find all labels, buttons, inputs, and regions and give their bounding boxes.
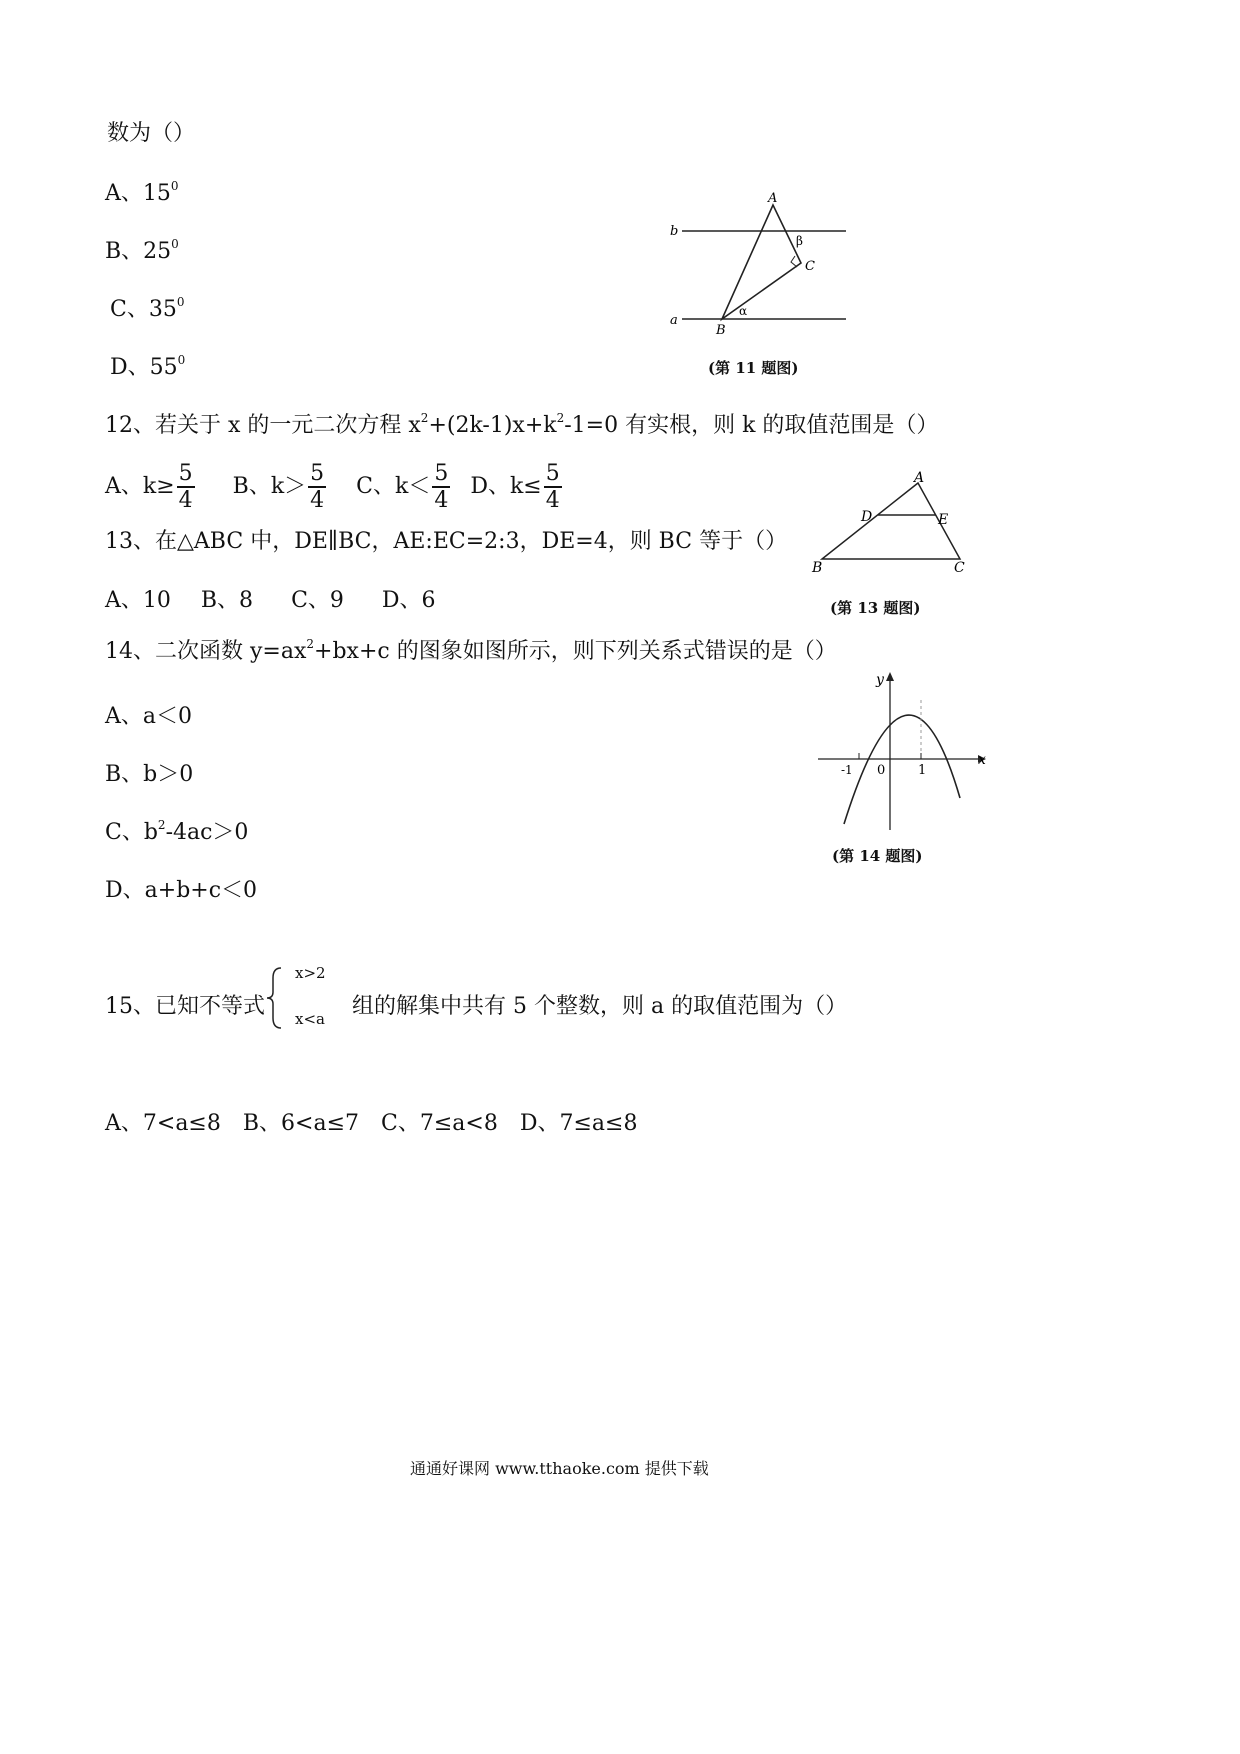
q13-option-c: C、9: [291, 588, 344, 613]
q11-option-c: C、$35^0$: [110, 294, 185, 322]
q11-option-a: A、$15^0$: [105, 178, 179, 206]
q13-option-b: B、8: [200, 588, 254, 613]
label-C: C: [954, 560, 965, 576]
q12-option-c: C、k＜ $\frac{5}{4}$: [356, 461, 449, 513]
parabola-curve: [844, 715, 960, 824]
q14-option-a: A、a＜0: [105, 704, 193, 729]
label-A: A: [768, 191, 778, 206]
label-B: B: [716, 323, 726, 338]
y-axis-arrow: [886, 672, 894, 681]
system-brace: [265, 966, 287, 1030]
q12-stem: 12、若关于 x 的一元二次方程 $x^2+(2k-1)x+k^2-1=0$ 有实根，则 k 的取值范围是（）: [105, 410, 939, 438]
q11-figure: [660, 185, 860, 345]
q13-option-a: A、10: [105, 588, 171, 613]
q13-figure: [810, 470, 985, 580]
q15-option-c: C、7≤a<8: [381, 1111, 498, 1136]
label-a: a: [670, 313, 678, 328]
system-line-2: x<a: [295, 1010, 325, 1028]
label-B: B: [812, 560, 823, 576]
label-one: 1: [918, 763, 927, 778]
q12-option-a: A、k≥ $\frac{5}{4}$: [105, 461, 193, 513]
label-neg1: -1: [841, 763, 853, 777]
q13-stem: 13、在△ABC 中，DE∥BC，AE:EC=2:3，DE=4，则 BC 等于（）: [105, 529, 788, 554]
q14-stem: 14、二次函数 $y=ax^2+bx+c$ 的图象如图所示，则下列关系式错误的是（）: [105, 636, 837, 664]
label-E: E: [938, 512, 949, 528]
footer-text: 通通好课网 www.tthaoke.com 提供下载: [410, 1459, 709, 1478]
q14-option-d: D、a+b+c＜0: [105, 878, 258, 903]
system-line-1: x>2: [295, 964, 326, 982]
q15-options: [105, 1110, 675, 1138]
q11-option-b: B、$25^0$: [105, 236, 179, 264]
header-continuation: 数为（）: [107, 121, 196, 146]
label-D: D: [861, 509, 873, 525]
label-alpha: α: [739, 304, 748, 318]
label-zero: 0: [877, 763, 886, 778]
q14-caption: (第 14 题图): [832, 847, 923, 865]
q15-suffix: 组的解集中共有 5 个整数，则 a 的取值范围为（）: [352, 994, 848, 1019]
label-C: C: [805, 259, 815, 274]
q13-option-d: D、6: [381, 588, 436, 613]
q12-option-d: D、k≤ $\frac{5}{4}$: [470, 461, 560, 513]
triangle-abc: [722, 205, 801, 319]
label-y: y: [876, 672, 884, 688]
q12-option-b: B、k＞ $\frac{5}{4}$: [232, 461, 325, 513]
q11-caption: (第 11 题图): [708, 359, 799, 377]
q15-option-b: B、6<a≤7: [242, 1111, 360, 1136]
q11-option-d: D、$55^0$: [110, 352, 186, 380]
q14-option-c: C、$b^2-4ac>0$: [105, 817, 249, 845]
q14-figure: [810, 660, 1000, 835]
q12-options: [105, 460, 600, 514]
label-beta: β: [796, 234, 803, 248]
q14-option-b: B、b＞0: [105, 762, 194, 787]
label-A: A: [914, 470, 925, 486]
q15-option-d: D、7≤a≤8: [519, 1111, 638, 1136]
q13-options: [105, 587, 474, 615]
right-angle-mark: [791, 256, 797, 267]
label-x: x: [978, 752, 986, 768]
q15-option-a: A、7<a≤8: [105, 1111, 221, 1136]
q15-prefix: 15、已知不等式: [105, 994, 265, 1019]
q13-caption: (第 13 题图): [830, 599, 921, 617]
label-b: b: [670, 224, 679, 239]
